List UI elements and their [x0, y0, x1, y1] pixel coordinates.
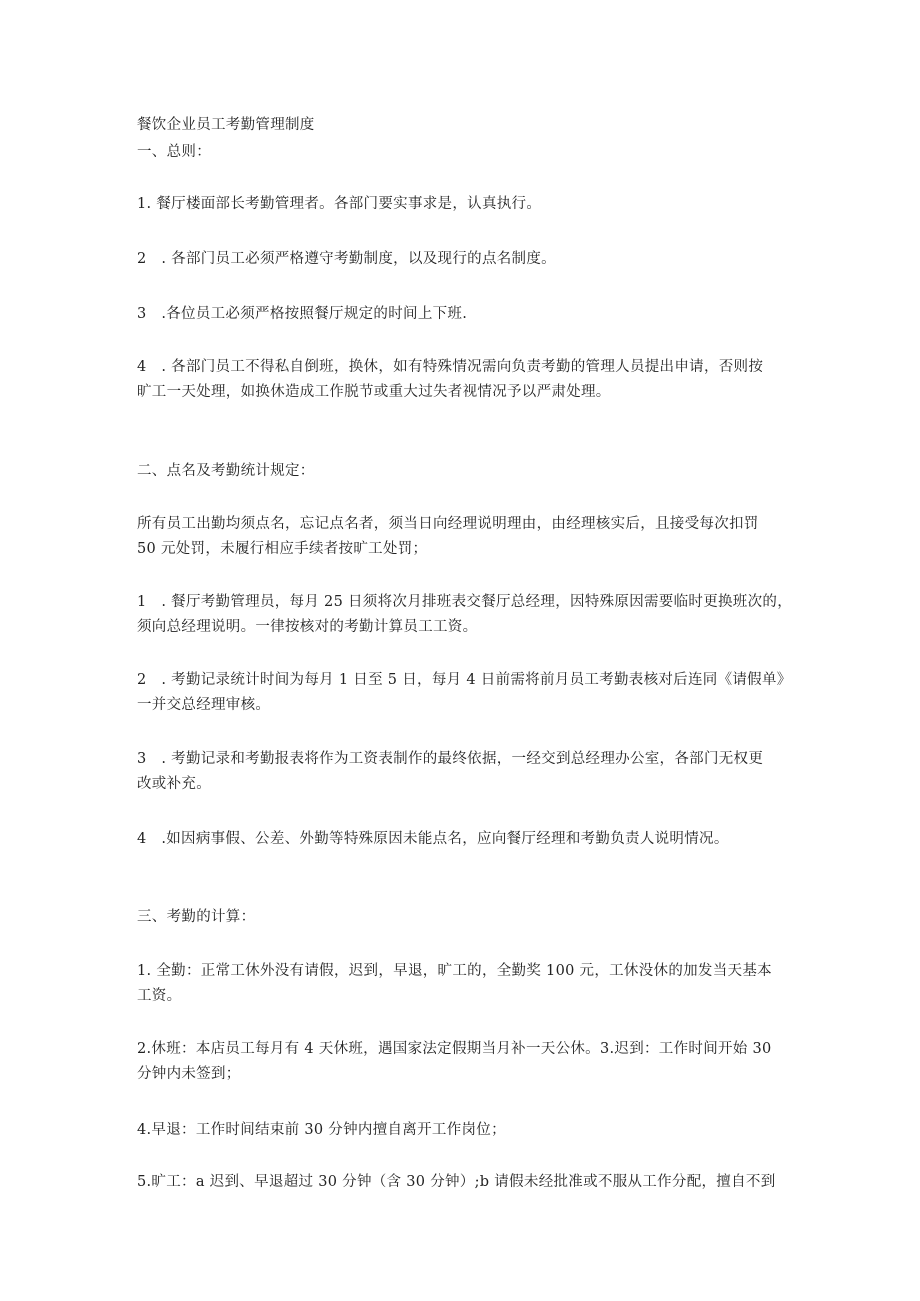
section-heading-calculation: 三、考勤的计算：	[137, 909, 256, 925]
paragraph: 分钟内未签到；	[137, 1066, 241, 1082]
paragraph: 改或补充。	[137, 776, 211, 792]
paragraph: 2.休班：本店员工每月有 4 天休班，遇国家法定假期当月补一天公休。3.迟到：工作时间开始 30	[137, 1041, 772, 1057]
paragraph: 4 .如因病事假、公差、外勤等特殊原因未能点名，应向餐厅经理和考勤负责人说明情况。	[137, 831, 729, 847]
paragraph: 4 . 各部门员工不得私自倒班，换休，如有特殊情况需向负责考勤的管理人员提出申请，否则按	[137, 359, 764, 375]
paragraph: 1 . 餐厅考勤管理员，每月 25 日须将次月排班表交餐厅总经理，因特殊原因需要临时更换班次的，	[137, 594, 793, 610]
paragraph: 3 .各位员工必须严格按照餐厅规定的时间上下班.	[137, 306, 468, 322]
paragraph: 2 . 考勤记录统计时间为每月 1 日至 5 日，每月 4 日前需将前月员工考勤表核对后连同《请假单》	[137, 672, 792, 688]
paragraph: 所有员工出勤均须点名，忘记点名者，须当日向经理说明理由，由经理核实后，且接受每次扣罚	[137, 516, 759, 532]
section-heading-general: 一、总则：	[137, 144, 211, 160]
paragraph: 4.早退：工作时间结束前 30 分钟内擅自离开工作岗位；	[137, 1122, 506, 1138]
paragraph: 一并交总经理审核。	[137, 697, 271, 713]
document-title: 餐饮企业员工考勤管理制度	[137, 117, 315, 133]
paragraph: 5.旷工：a 迟到、早退超过 30 分钟（含 30 分钟）;b 请假未经批准或不服从工作分配，擅自不到	[137, 1174, 776, 1190]
paragraph: 3 . 考勤记录和考勤报表将作为工资表制作的最终依据，一经交到总经理办公室，各部门无权更	[137, 751, 764, 767]
paragraph: 工资。	[137, 988, 182, 1004]
paragraph: 2 . 各部门员工必须严格遵守考勤制度，以及现行的点名制度。	[137, 251, 556, 267]
section-heading-roll-call: 二、点名及考勤统计规定：	[137, 463, 315, 479]
paragraph: 1. 全勤：正常工休外没有请假，迟到，早退，旷工的，全勤奖 100 元，工休没休的加发当天基本	[137, 963, 772, 979]
paragraph: 旷工一天处理，如换休造成工作脱节或重大过失者视情况予以严肃处理。	[137, 384, 611, 400]
paragraph: 50 元处罚，未履行相应手续者按旷工处罚；	[137, 541, 428, 557]
paragraph: 须向总经理说明。一律按核对的考勤计算员工工资。	[137, 619, 478, 635]
paragraph: 1. 餐厅楼面部长考勤管理者。各部门要实事求是，认真执行。	[137, 196, 542, 212]
